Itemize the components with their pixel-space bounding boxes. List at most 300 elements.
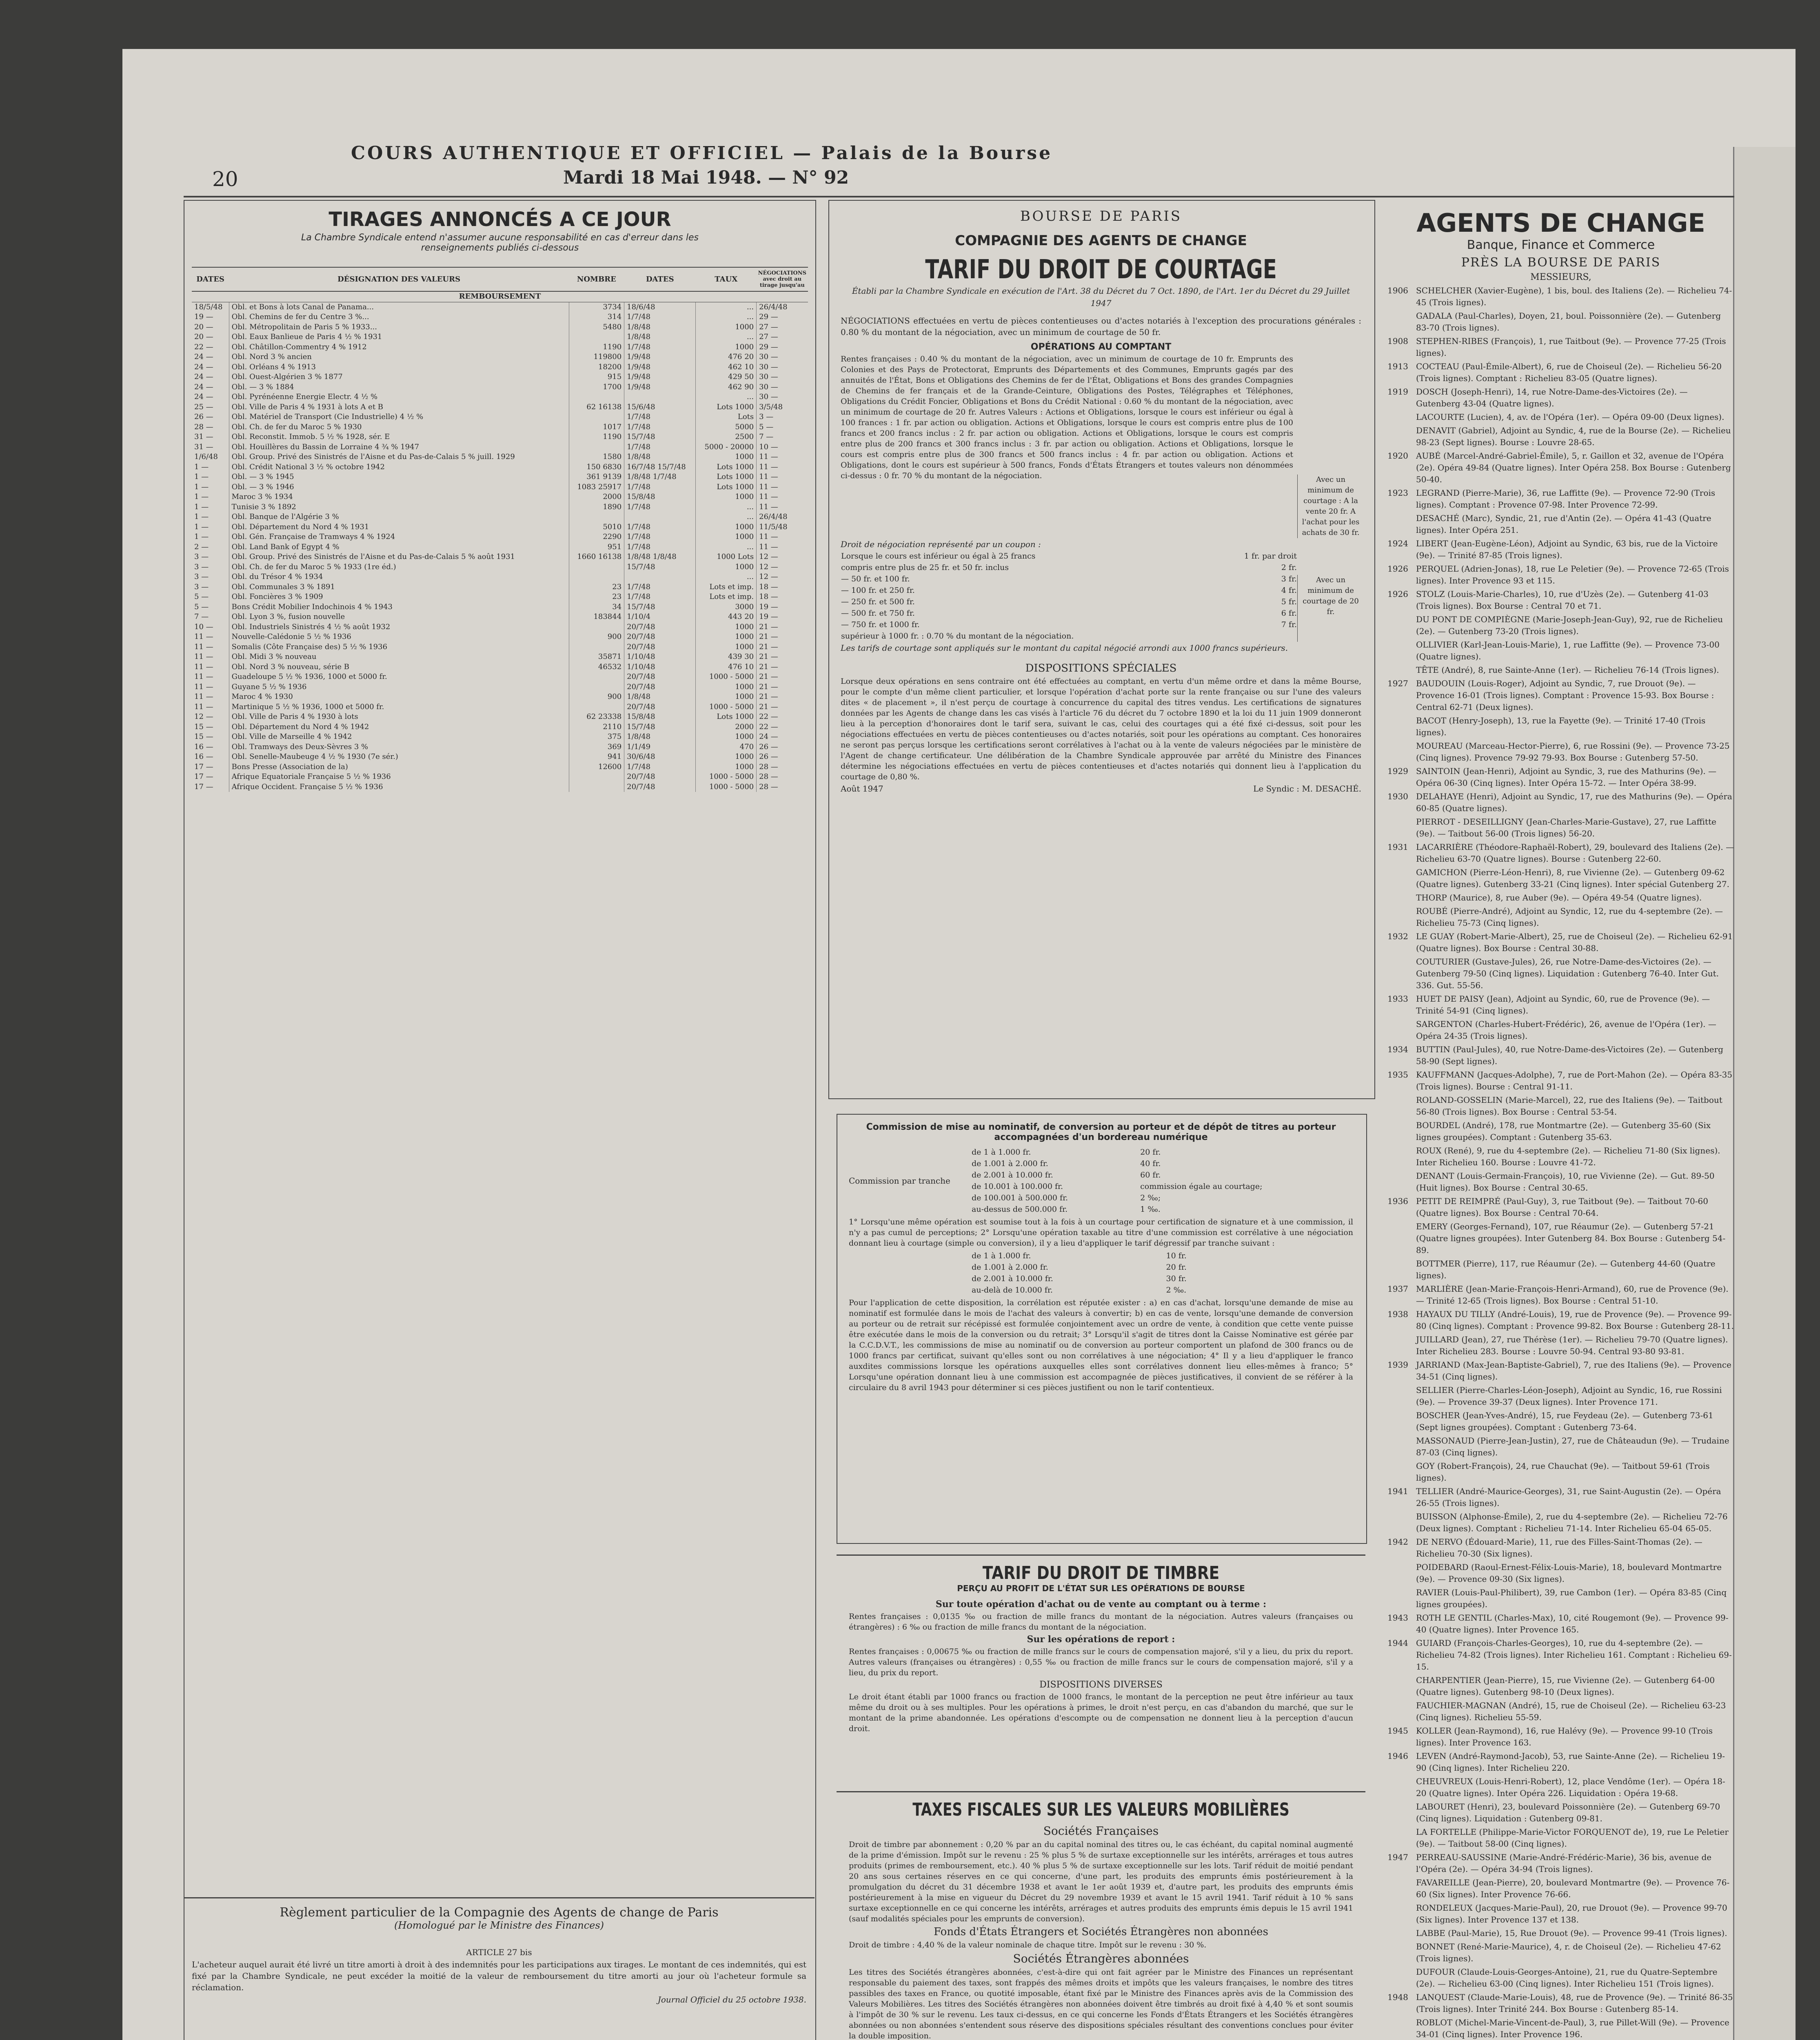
coupon-side: Avec un minimum de courtage de 20 fr. (1297, 575, 1361, 642)
agent-entry (1387, 1410, 1734, 1433)
table-cell: 31 — (192, 432, 229, 442)
agent-text: LEVEN (André-Raymond-Jacob), 53, rue Sainte-Anne (2e). — Richelieu 19-90 (Cinq lignes). Inter Richelieu 220. (1416, 1751, 1725, 1773)
commission-row (971, 1262, 1216, 1273)
agent-text: BOTTMER (Pierre), 117, rue Réaumur (2e). — Gutenberg 44-60 (Quatre lignes). (1416, 1259, 1716, 1280)
table-cell: 1/10/4 (624, 612, 696, 622)
agent-text: CHARPENTIER (Jean-Pierre), 15, rue Vivienne (2e). — Gutenberg 64-00 (Quatre lignes). Gutenberg 98-10 (Deux lignes). (1416, 1675, 1715, 1697)
agent-text: JUILLARD (Jean), 27, rue Thérèse (1er). — Richelieu 79-70 (Quatre lignes). Inter Richelieu 283. Bourse : Louvre 50-94. Central 93-80 93-81. (1416, 1335, 1728, 1356)
agent-year: 1913 (1387, 361, 1408, 371)
table-cell: Obl. Matériel de Transport (Cie Industrielle) 4 ½ % (229, 412, 569, 422)
table-cell: 1000 - 5000 (696, 772, 757, 782)
table-cell: 1/10/48 (624, 652, 696, 662)
agent-entry (1387, 310, 1734, 334)
commission-cell: 20 fr. (1140, 1148, 1161, 1157)
agent-entry (1387, 538, 1734, 561)
table-cell: ... (696, 512, 757, 522)
table-cell: 951 (569, 542, 624, 552)
table-cell: ... (696, 502, 757, 512)
table-cell: 15 — (192, 732, 229, 742)
table-cell: 1/7/48 (624, 522, 696, 532)
table-cell: 11 — (759, 482, 778, 491)
agent-year (1387, 715, 1416, 738)
table-cell: 1/8/48 (624, 692, 696, 702)
coupon-row (841, 630, 1297, 642)
table-cell: 20/7/48 (624, 672, 696, 682)
agent-text: ROUBÉ (Pierre-André), Adjoint au Syndic, 12, rue du 4-septembre (2e). — Richelieu 75-73 (Cinq lignes). (1416, 906, 1723, 928)
table-cell: 5000 - 20000 (696, 442, 757, 452)
agent-year: 1947 (1387, 1852, 1408, 1862)
taxes-t1: Droit de timbre par abonnement : 0,20 % par an du capital nominal des titres ou, le cas échéant, du capital nominal augmenté de la prime d'émission. Impôt sur le revenu : 25 % plus 5 % de surtaxe exceptionnelle sur les intérêts, arrérages et tous autres produits (primes de remboursement, etc.). 40 % plus 5 % de surtaxe exceptionnelle sur les lots. Tarif réduit de moitié pendant 20 ans sous certaines réserves en ce qui concerne, d'une part, les produits des emprunts émis postérieurement à la promulgation du décret du 31 décembre 1938 et avant le 1er août 1939 et, d'autre part, les produits des emprunts émis postérieurement à la mise en vigueur du Décret du 29 novembre 1939 et avant le 15 avril 1941. Tarif réduit à 10 % sans surtaxe exceptionnelle en ce qui concerne les intérêts, arrérages et autres produits des emprunts émis depuis le 15 avril 1941 (sauf modalités spéciales pour les emprunts de conversion). (849, 1840, 1353, 1923)
coupon-cell: — 100 fr. et 250 fr. (841, 586, 915, 595)
agent-text: LEGRAND (Pierre-Marie), 36, rue Laffitte (9e). — Provence 72-90 (Trois lignes). Comptant : Provence 07-98. Inter Provence 72-99. (1416, 488, 1716, 510)
agent-text: LACOURTE (Lucien), 4, av. de l'Opéra (1er). — Opéra 09-00 (Deux lignes). (1416, 412, 1725, 422)
table-cell: 1/6/48 (192, 452, 229, 462)
table-cell: 23 (569, 582, 624, 592)
table-cell: 15/7/48 (624, 432, 696, 442)
table-cell: 1 — (192, 532, 229, 542)
agent-text: TÊTE (André), 8, rue Sainte-Anne (1er). — Richelieu 76-14 (Trois lignes). (1416, 665, 1719, 675)
agent-entry (1387, 450, 1734, 486)
table-cell: 11/5/48 (759, 522, 788, 531)
table-cell: 1/9/48 (624, 352, 696, 362)
coupon-cell: 6 fr. (1281, 609, 1297, 618)
table-cell: 5480 (569, 322, 624, 333)
table-cell: 26/4/48 (759, 512, 788, 521)
agent-text: LA FORTELLE (Philippe-Marie-Victor FORQUENOT de), 19, rue Le Peletier (9e). — Taitbout 58-00 (Cinq lignes). (1416, 1827, 1729, 1849)
table-cell: 429 50 (696, 372, 757, 382)
coupon-cell: compris entre plus de 25 fr. et 50 fr. inclus (841, 563, 1009, 572)
table-cell: 2000 (696, 722, 757, 732)
table-cell: 30 — (759, 382, 778, 391)
table-cell: ... (696, 392, 757, 402)
agent-year (1387, 956, 1416, 991)
table-cell: 1000 (696, 732, 757, 742)
agent-text: BACOT (Henry-Joseph), 13, rue la Fayette (9e). — Trinité 17-40 (Trois lignes). (1416, 716, 1706, 737)
table-cell: 62 23338 (569, 712, 624, 722)
table-cell: 11 — (759, 472, 778, 481)
table-cell: Obl. Ch. de fer du Maroc 5 % 1933 (1re éd.) (229, 562, 569, 572)
table-cell: 35871 (569, 652, 624, 662)
table-cell: Lots et imp. (696, 582, 757, 592)
table-cell: 1190 (569, 432, 624, 442)
agent-year: 1932 (1387, 931, 1408, 941)
table-cell: 28 — (759, 782, 778, 791)
ops-text: Rentes françaises : 0.40 % du montant de la négociation, avec un minimum de courtage de 10 fr. Emprunts des Colonies et des Pays de Protectorat, Emprunts des Départements et des Communes, Emprunts gagés par des annuités de l'État, Bons et Obligations des Chemins de fer de l'État, Obligations et Bons des grandes Compagnies de Chemins de fer français et de la Grande-Ceinture, Obligations des Postes, Télégraphes et Téléphones, Obligations du Crédit Foncier, Obligations et Bons du Crédit National : 0.60 % du montant de la négociation, avec un minimum de courtage de 20 fr. Autres Valeurs : Actions et Obligations, lorsque le cours est inférieur ou égal à 100 frances : 1 fr. par action ou obligation. Actions et Obligations, lorsque le cours est compris entre plus de 100 francs et 200 francs inclus : 2 fr. par action ou obligation. Actions et Obligations, lorsque le cours est compris entre plus de 200 francs et 300 francs inclus : 3 fr. par action ou obligation. Actions et Obligations, lorsque le cours est compris entre plus de 300 francs et 500 francs inclus : 4 fr. par action ou obligation. Actions et Obligations, dont le cours est supérieur à 500 francs, Fonds d'États Étrangers et toutes valeurs non dénommées ci-dessus : 0 fr. 70 % du montant de la négociation. (841, 355, 1293, 480)
table-cell: Obl. et Bons à lots Canal de Panama... (229, 302, 569, 312)
table-cell: 19 — (759, 612, 778, 621)
agent-entry (1387, 1069, 1734, 1093)
agent-year (1387, 1018, 1416, 1042)
agent-text: EMERY (Georges-Fernand), 107, rue Réaumur (2e). — Gutenberg 57-21 (Quatre lignes groupées). Inter Gutenberg 84. Box Bourse : Gutenberg 54-89. (1416, 1222, 1726, 1255)
table-cell: 22 — (759, 712, 778, 721)
table-cell: 1/8/48 (624, 452, 696, 462)
agent-entry (1387, 1941, 1734, 1965)
commission-cell: commission égale au courtage; (1140, 1182, 1263, 1191)
agent-entry (1387, 664, 1734, 676)
agent-text: PERQUEL (Adrien-Jonas), 18, rue Le Peletier (9e). — Provence 72-65 (Trois lignes). Inter Provence 93 et 115. (1416, 564, 1729, 585)
table-cell: 1660 16138 (569, 552, 624, 562)
table-cell: 7 — (192, 612, 229, 622)
table-cell: 24 — (192, 372, 229, 382)
table-cell: 11 — (192, 652, 229, 662)
table-cell: 30 — (759, 373, 778, 381)
table-cell: 22 — (192, 342, 229, 353)
table-cell: Obl. Industriels Sinistrés 4 ½ % août 1932 (229, 622, 569, 632)
bourse-label: BOURSE DE PARIS (1020, 208, 1182, 224)
agent-entry (1387, 1195, 1734, 1219)
agent-year: 1931 (1387, 842, 1408, 852)
table-cell: Obl. Eaux Banlieue de Paris 4 ½ % 1931 (229, 332, 569, 342)
table-cell: 1/8/48 (624, 322, 696, 333)
agent-year (1387, 1966, 1416, 1990)
table-cell: Obl. Ch. de fer du Maroc 5 % 1930 (229, 422, 569, 432)
agent-year (1387, 1561, 1416, 1585)
agent-year (1387, 1587, 1416, 1610)
table-cell: Obl. Land Bank of Egypt 4 % (229, 542, 569, 552)
agent-entry (1387, 892, 1734, 904)
table-cell: 62 16138 (569, 402, 624, 412)
agent-text: HUET DE PAISY (Jean), Adjoint au Syndic, 60, rue de Provence (9e). — Trinité 54-91 (Cinq lignes). (1416, 994, 1710, 1016)
coupon-row (841, 585, 1297, 596)
table-cell: Lots 1000 (696, 462, 757, 472)
courtage-title: TARIF DU DROIT DE COURTAGE (925, 255, 1277, 285)
table-cell: 12 — (759, 572, 778, 581)
agent-year (1387, 1877, 1416, 1900)
agent-year: 1923 (1387, 488, 1408, 498)
table-cell: Nouvelle-Calédonie 5 ½ % 1936 (229, 632, 569, 642)
agent-entry (1387, 1334, 1734, 1357)
table-cell: 16 — (192, 752, 229, 762)
agent-year: 1941 (1387, 1486, 1408, 1496)
agent-entry (1387, 335, 1734, 359)
table-cell: Obl. Pyrénéenne Energie Electr. 4 ½ % (229, 392, 569, 402)
table-cell: Obl. — 3 % 1945 (229, 472, 569, 482)
table-cell: 1/7/48 (624, 422, 696, 432)
table-cell: 1/7/48 (624, 412, 696, 422)
agent-year (1387, 867, 1416, 890)
table-cell: 11 — (192, 662, 229, 672)
table-cell: 20/7/48 (624, 642, 696, 652)
agent-text: TELLIER (André-Maurice-Georges), 31, rue Saint-Augustin (2e). — Opéra 26-55 (Trois lignes). (1416, 1486, 1721, 1508)
agent-text: DELAHAYE (Henri), Adjoint au Syndic, 17, rue des Mathurins (9e). — Opéra 60-85 (Quatre lignes). (1416, 792, 1732, 813)
table-cell: 11 — (759, 542, 778, 551)
agent-year: 1935 (1387, 1070, 1408, 1080)
agents-column (1387, 200, 1734, 2040)
coupon-row (841, 596, 1297, 608)
coupon-row (841, 573, 1297, 585)
agent-text: ROUX (René), 9, rue du 4-septembre (2e). — Richelieu 71-80 (Six lignes). Inter Richelieu 160. Bourse : Louvre 41-72. (1416, 1146, 1720, 1167)
agent-entry (1387, 487, 1734, 511)
table-cell: 1/7/48 (624, 542, 696, 552)
table-cell: 24 — (192, 352, 229, 362)
courtage-date: Août 1947 (841, 784, 883, 794)
agent-text: BAUDOUIN (Louis-Roger), Adjoint au Syndic, 7, rue Drouot (9e). — Provence 16-01 (Trois lignes). Comptant : Provence 15-93. Box Bourse : Central 62-71 (Deux lignes). (1416, 679, 1714, 712)
table-cell: 476 10 (696, 662, 757, 672)
table-cell: 11 — (759, 492, 778, 501)
table-cell: 1/1/49 (624, 742, 696, 752)
table-cell: 3 — (192, 582, 229, 592)
agent-entry (1387, 2017, 1734, 2040)
timbre-s2: Sur les opérations de report : (1027, 1634, 1175, 1645)
agent-entry (1387, 1258, 1734, 1282)
table-cell: Maroc 4 % 1930 (229, 692, 569, 702)
table-cell: 31 — (192, 442, 229, 452)
agent-entry (1387, 1170, 1734, 1194)
reglement-article: ARTICLE 27 bis (466, 1947, 532, 1957)
table-cell: Obl. Crédit National 3 ½ % octobre 1942 (229, 462, 569, 472)
ops-side: Avec un minimum de courtage : A la vente 20 fr. A l'achat pour les achats de 30 fr. (1297, 475, 1361, 538)
agent-entry (1387, 1587, 1734, 1610)
newspaper-page (122, 49, 1796, 2040)
agents-title: AGENTS DE CHANGE (1416, 208, 1705, 238)
coupon-cell: 3 fr. (1281, 574, 1297, 583)
agent-entry (1387, 639, 1734, 663)
table-cell: Obl. Lyon 3 %, fusion nouvelle (229, 612, 569, 622)
agent-entry (1387, 931, 1734, 954)
agent-text: ROTH LE GENTIL (Charles-Max), 10, cité Rougemont (9e). — Provence 99-40 (Quatre lignes). Inter Provence 165. (1416, 1613, 1729, 1634)
header-rule (184, 196, 1734, 197)
table-cell: Obl. Communales 3 % 1891 (229, 582, 569, 592)
table-cell: 1/7/48 (624, 342, 696, 353)
agent-entry (1387, 1877, 1734, 1900)
table-cell: 21 — (759, 642, 778, 651)
taxes-t2: Droit de timbre : 4,40 % de la valeur nominale de chaque titre. Impôt sur le revenu : 30 %. (849, 1940, 1207, 1949)
table-cell: 21 — (759, 672, 778, 681)
agent-entry (1387, 715, 1734, 738)
coupon-cell: Lorsque le cours est inférieur ou égal à 25 francs (841, 552, 1036, 561)
agents-subtitle: Banque, Finance et Commerce (1467, 238, 1655, 252)
coupon-row (841, 550, 1297, 562)
agent-year: 1906 (1387, 286, 1408, 295)
table-cell: 3 — (192, 562, 229, 572)
tirages-note: La Chambre Syndicale entend n'assumer aucune responsabilité en cas d'erreur dans les renseignements publiés ci-dessous (301, 233, 699, 253)
commission-cell: 2 ‰. (1166, 1286, 1187, 1295)
table-cell: 1083 25917 (569, 482, 624, 492)
table-cell: 11 — (759, 502, 778, 511)
commission-cell: au-delà de 10.000 fr. (972, 1286, 1053, 1295)
agent-year (1387, 1927, 1416, 1939)
commission-cell: au-dessus de 500.000 fr. (972, 1205, 1068, 1214)
table-cell: 27 — (759, 322, 778, 331)
table-cell: 23 (569, 592, 624, 602)
agent-entry (1387, 1221, 1734, 1256)
agent-text: KOLLER (Jean-Raymond), 16, rue Halévy (9e). — Provence 99-10 (Trois lignes). Inter Provence 163. (1416, 1726, 1713, 1747)
coupon-row (841, 619, 1297, 630)
compagnie-label: COMPAGNIE DES AGENTS DE CHANGE (955, 233, 1247, 249)
taxes-s3: Sociétés Étrangères abonnées (1013, 1952, 1189, 1965)
table-cell: 2500 (696, 432, 757, 442)
agent-year (1387, 816, 1416, 840)
agent-entry (1387, 411, 1734, 423)
table-cell: 30 — (759, 353, 778, 361)
table-cell: 1017 (569, 422, 624, 432)
table-cell: 1190 (569, 342, 624, 353)
table-cell: 12 — (759, 562, 778, 571)
table-cell: 24 — (192, 392, 229, 402)
table-cell: 1580 (569, 452, 624, 462)
table-cell: 1000 (696, 342, 757, 353)
table-cell: 1/7/48 (624, 442, 696, 452)
table-cell: 3 — (759, 412, 774, 421)
table-cell: 21 — (759, 632, 778, 641)
agent-year (1387, 892, 1416, 904)
table-cell: 3 — (192, 572, 229, 582)
table-cell: 17 — (192, 772, 229, 782)
agent-entry (1387, 386, 1734, 410)
table-cell: 1/7/48 (624, 582, 696, 592)
table-cell: 20/7/48 (624, 682, 696, 692)
agent-entry (1387, 285, 1734, 308)
table-cell: 5 — (192, 592, 229, 602)
reglement-subtitle: (Homologué par le Ministre des Finances) (394, 1920, 604, 1931)
agent-year (1387, 1145, 1416, 1169)
agent-entry (1387, 816, 1734, 840)
commission-row (971, 1204, 1353, 1215)
table-cell: 2 — (192, 542, 229, 552)
table-cell: 314 (569, 312, 624, 322)
agent-year (1387, 1902, 1416, 1926)
table-cell: 1000 - 5000 (696, 672, 757, 682)
agents-list (1387, 285, 1734, 2040)
timbre-s3: DISPOSITIONS DIVERSES (1039, 1680, 1163, 1690)
table-cell: 21 — (759, 682, 778, 691)
agent-year: 1946 (1387, 1751, 1408, 1761)
agent-year (1387, 639, 1416, 663)
commission-text1: 1° Lorsqu'une même opération est soumise tout à la fois à un courtage pour certification de signature et à une commission, il n'y a pas cumul de perceptions; 2° Lorsqu'une opération taxable au titre d'une commission est corrélative à une négociation donnant lieu à courtage (simple ou conversion), il y a lieu d'appliquer le tarif dégressif par tranche suivant : (849, 1217, 1353, 1248)
agent-text: GAMICHON (Pierre-Léon-Henri), 8, rue Vivienne (2e). — Gutenberg 09-62 (Quatre lignes). Gutenberg 33-21 (Cinq lignes). Inter spécial Gutenberg 27. (1416, 867, 1730, 889)
table-cell: Afrique Occident. Française 5 ½ % 1936 (229, 782, 569, 792)
table-cell: 15/8/48 (624, 712, 696, 722)
table-cell: 26/4/48 (759, 302, 788, 311)
agent-year (1387, 905, 1416, 929)
agent-text: STOLZ (Louis-Marie-Charles), 10, rue d'Uzès (2e). — Gutenberg 41-03 (Trois lignes). Box Bourse : Central 70 et 71. (1416, 589, 1709, 611)
agent-entry (1387, 956, 1734, 991)
table-cell: 20 — (192, 332, 229, 342)
agent-entry (1387, 993, 1734, 1017)
table-cell: 16 — (192, 742, 229, 752)
agent-year: 1948 (1387, 1992, 1408, 2002)
commission-row (971, 1169, 1353, 1181)
table-cell: 21 — (759, 652, 778, 661)
table-cell: Obl. Senelle-Maubeuge 4 ½ % 1930 (7e sér.) (229, 752, 569, 762)
table-cell: 34 (569, 602, 624, 612)
table-cell: 17 — (192, 762, 229, 772)
agent-year (1387, 1700, 1416, 1723)
commission-cell: de 100.001 à 500.000 fr. (972, 1193, 1068, 1202)
commission-title: Commission de mise au nominatif, de conversion au porteur et de dépôt de titres au porteur accompagnées d'un bordereau numérique (866, 1122, 1336, 1142)
commission-cell: de 1 à 1.000 fr. (972, 1251, 1031, 1260)
taxes-t3: Les titres des Sociétés étrangères abonnées, c'est-à-dire qui ont fait agréer par le Ministre des Finances un représentant responsable du paiement des taxes, sont frappés des mêmes droits et impôts que les valeurs françaises, le nombre des titres passibles des taxes en France, ou quotité imposable, étant fixé par le Ministre des Finances après avis de la Commission des Valeurs Mobilières. Les titres des Sociétés étrangères non abonnées doivent être timbrés au droit fixé à 4,40 % et sont soumis à l'impôt de 30 % sur le revenu. Les taux ci-dessus, en ce qui concerne les Fonds d'États Étrangers et les Sociétés étrangères abonnées ou non abonnées s'entendent sous réserve des dispositions spéciales résultant des conventions conclues pour éviter la double imposition. (849, 1968, 1353, 2040)
table-cell: 11 — (192, 702, 229, 712)
table-cell: Obl. Midi 3 % nouveau (229, 652, 569, 662)
table-cell: 1/7/48 (624, 482, 696, 492)
col-remboursement: REMBOURSEMENT (192, 291, 808, 302)
table-cell: 476 20 (696, 352, 757, 362)
table-cell: 11 — (192, 632, 229, 642)
table-cell: Lots et imp. (696, 592, 757, 602)
table-cell: 11 — (192, 672, 229, 682)
commission-cell: de 2.001 à 10.000 fr. (972, 1171, 1053, 1180)
agent-year: 1926 (1387, 589, 1408, 599)
agent-text: HAYAUX DU TILLY (André-Louis), 19, rue de Provence (9e). — Provence 99-80 (Cinq lignes). Comptant : Provence 99-82. Box Bourse : Gutenberg 28-11. (1416, 1309, 1734, 1331)
table-cell: Obl. Foncières 3 % 1909 (229, 592, 569, 602)
table-cell: Bons Presse (Association de la) (229, 762, 569, 772)
table-cell: 10 — (192, 622, 229, 632)
agent-entry (1387, 1776, 1734, 1799)
table-cell: 22 — (759, 722, 778, 731)
agent-year: 1927 (1387, 679, 1408, 688)
agent-entry (1387, 1094, 1734, 1118)
table-cell: 11 — (192, 682, 229, 692)
table-cell: Obl. Banque de l'Algérie 3 % (229, 512, 569, 522)
commission-row (971, 1192, 1353, 1204)
table-cell: 1/7/48 (624, 592, 696, 602)
agent-year: 1920 (1387, 451, 1408, 461)
table-cell: Obl. Nord 3 % ancien (229, 352, 569, 362)
agent-entry (1387, 867, 1734, 890)
agents-sub2: PRÈS LA BOURSE DE PARIS (1461, 255, 1661, 270)
coupon-cell: 7 fr. (1281, 620, 1297, 629)
next-page-edge (1733, 147, 1796, 2040)
agent-entry (1387, 1145, 1734, 1169)
table-cell: 2290 (569, 532, 624, 542)
reglement-text: L'acheteur auquel aurait été livré un titre amorti à droit à des indemnités pour les participations aux tirages. Le montant de ces indemnités, qui est fixé par la Chambre Syndicale, ne peut excéder la moitié de la valeur de remboursement du titre amorti au jour où l'acheteur formule sa réclamation. (192, 1960, 806, 1992)
agent-year (1387, 512, 1416, 536)
timbre-t2: Rentes françaises : 0,00675 ‰ ou fraction de mille francs sur le cours de compensation majoré, s'il y a lieu, du prix du report. Autres valeurs (françaises ou étrangères) : 0,55 ‰ ou fraction de mille francs sur le cours de compensation majoré, s'il y a lieu, du prix du report. (849, 1647, 1353, 1677)
agent-text: DUFOUR (Claude-Louis-Georges-Antoine), 21, rue du Quatre-Septembre (2e). — Richelieu 63-00 (Cinq lignes). Inter Richelieu 151 (Trois lignes). (1416, 1967, 1718, 1989)
coupon-cell: 2 fr. (1281, 563, 1297, 572)
table-cell: 1000 (696, 622, 757, 632)
table-cell: 11 — (759, 532, 778, 541)
agent-text: BOSCHER (Jean-Yves-André), 15, rue Feydeau (2e). — Gutenberg 73-61 (Sept lignes groupées). Comptant : Gutenberg 73-64. (1416, 1410, 1713, 1432)
agent-text: DU PONT DE COMPIÈGNE (Marie-Joseph-Jean-Guy), 92, rue de Richelieu (2e). — Gutenberg 73-20 (Trois lignes). (1416, 614, 1723, 636)
table-cell: 1000 (696, 642, 757, 652)
agent-entry (1387, 905, 1734, 929)
table-cell: 5 — (192, 602, 229, 612)
agent-year: 1943 (1387, 1613, 1408, 1623)
table-cell: 2000 (569, 492, 624, 502)
agent-entry (1387, 361, 1734, 384)
agent-text: JARRIAND (Max-Jean-Baptiste-Gabriel), 7, rue des Italiens (9e). — Provence 34-51 (Cinq lignes). (1416, 1360, 1731, 1381)
agent-year (1387, 1460, 1416, 1484)
table-cell: 30 — (759, 392, 778, 401)
table-cell: Obl. Orléans 4 % 1913 (229, 362, 569, 373)
table-cell: 10 — (759, 442, 778, 451)
agent-text: PIERROT - DESEILLIGNY (Jean-Charles-Marie-Gustave), 27, rue Laffitte (9e). — Taitbout 56-00 (Trois lignes) 56-20. (1416, 817, 1716, 838)
agent-entry (1387, 791, 1734, 814)
table-cell: 369 (569, 742, 624, 752)
page-header-title: COURS AUTHENTIQUE ET OFFICIEL — Palais de la Bourse (351, 143, 1053, 164)
agent-text: GOY (Robert-François), 24, rue Chauchat (9e). — Taitbout 59-61 (Trois lignes). (1416, 1461, 1710, 1483)
agent-year (1387, 1826, 1416, 1850)
table-cell: 1000 (696, 752, 757, 762)
commission-cell: 20 fr. (1166, 1263, 1187, 1272)
agent-year: 1930 (1387, 792, 1408, 801)
table-cell: 26 — (759, 752, 778, 761)
table-cell: Obl. Houillères du Bassin de Lorraine 4 ¾ % 1947 (229, 442, 569, 452)
table-cell: 1000 (696, 492, 757, 502)
table-cell: 16/7/48 15/7/48 (624, 462, 696, 472)
agent-text: POIDEBARD (Raoul-Ernest-Félix-Louis-Marie), 18, boulevard Montmartre (9e). — Provence 09-30 (Six lignes). (1416, 1562, 1722, 1584)
agent-text: MOUREAU (Marceau-Hector-Pierre), 6, rue Rossini (9e). — Provence 73-25 (Cinq lignes). Provence 79-92 79-93. Box Bourse : Gutenberg 57-50. (1416, 741, 1730, 763)
agent-text: DESACHÉ (Marc), Syndic, 21, rue d'Antin (2e). — Opéra 41-43 (Quatre lignes). Inter Opéra 251. (1416, 513, 1711, 535)
agent-year (1387, 1776, 1416, 1799)
agent-year (1387, 1511, 1416, 1534)
agent-entry (1387, 1486, 1734, 1509)
commission-row (971, 1250, 1216, 1262)
coupon-cell: 1 fr. par droit (1244, 552, 1297, 561)
agent-text: LACARRIÈRE (Théodore-Raphaël-Robert), 29, boulevard des Italiens (2e). — Richelieu 63-70 (Quatre lignes). Bourse : Gutenberg 22-60. (1416, 842, 1734, 864)
